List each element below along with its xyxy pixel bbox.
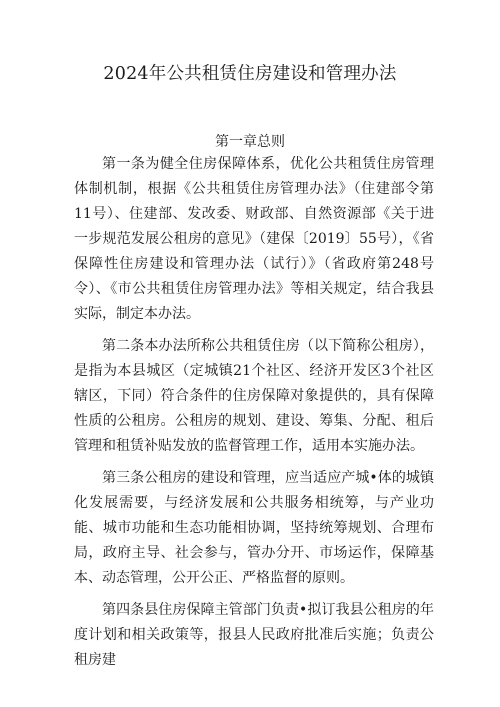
chapter-heading: 第一章总则 [215, 134, 285, 150]
article-3: 第三条公租房的建设和管理，应当适应产城•体的城镇化发展需要，与经济发展和公共服务相统筹，与产业功能、城市功能和生态功能相协调，坚持统筹规划、合理布局，政府主导、社会参与，管办分开、市场运作，保障基本、动态管理，公开公正、严格监督的原则。 [74, 470, 434, 586]
article-4: 第四条县住房保障主管部门负责•拟订我县公租房的年度计划和相关政策等，报县人民政府批准后实施；负责公租房建 [74, 602, 434, 668]
article-1: 第一条为健全住房保障体系，优化公共租赁住房管理体制机制，根据《公共租赁住房管理办法》（住建部令第11号）、住建部、发改委、财政部、自然资源部《关于进一步规范发展公租房的意见》（建保〔2019〕55号），《省保障性住房建设和管理办法（试行）》（省政府第248号令）、《市公共租赁住房管理办法》等相关规定，结合我县实际，制定本办法。 [74, 156, 434, 322]
document-body [74, 152, 434, 673]
article-2: 第二条本办法所称公共租赁住房（以下简称公租房），是指为本县城区（定城镇21个社区、经济开发区3个社区辖区，下同）符合条件的住房保障对象提供的，具有保障性质的公租房。公租房的规划、建设、筹集、分配、租后管理和租赁补贴发放的监督管理工作，适用本实施办法。 [74, 338, 434, 454]
document-title: 2024年公共租赁住房建设和管理办法 [103, 64, 397, 84]
